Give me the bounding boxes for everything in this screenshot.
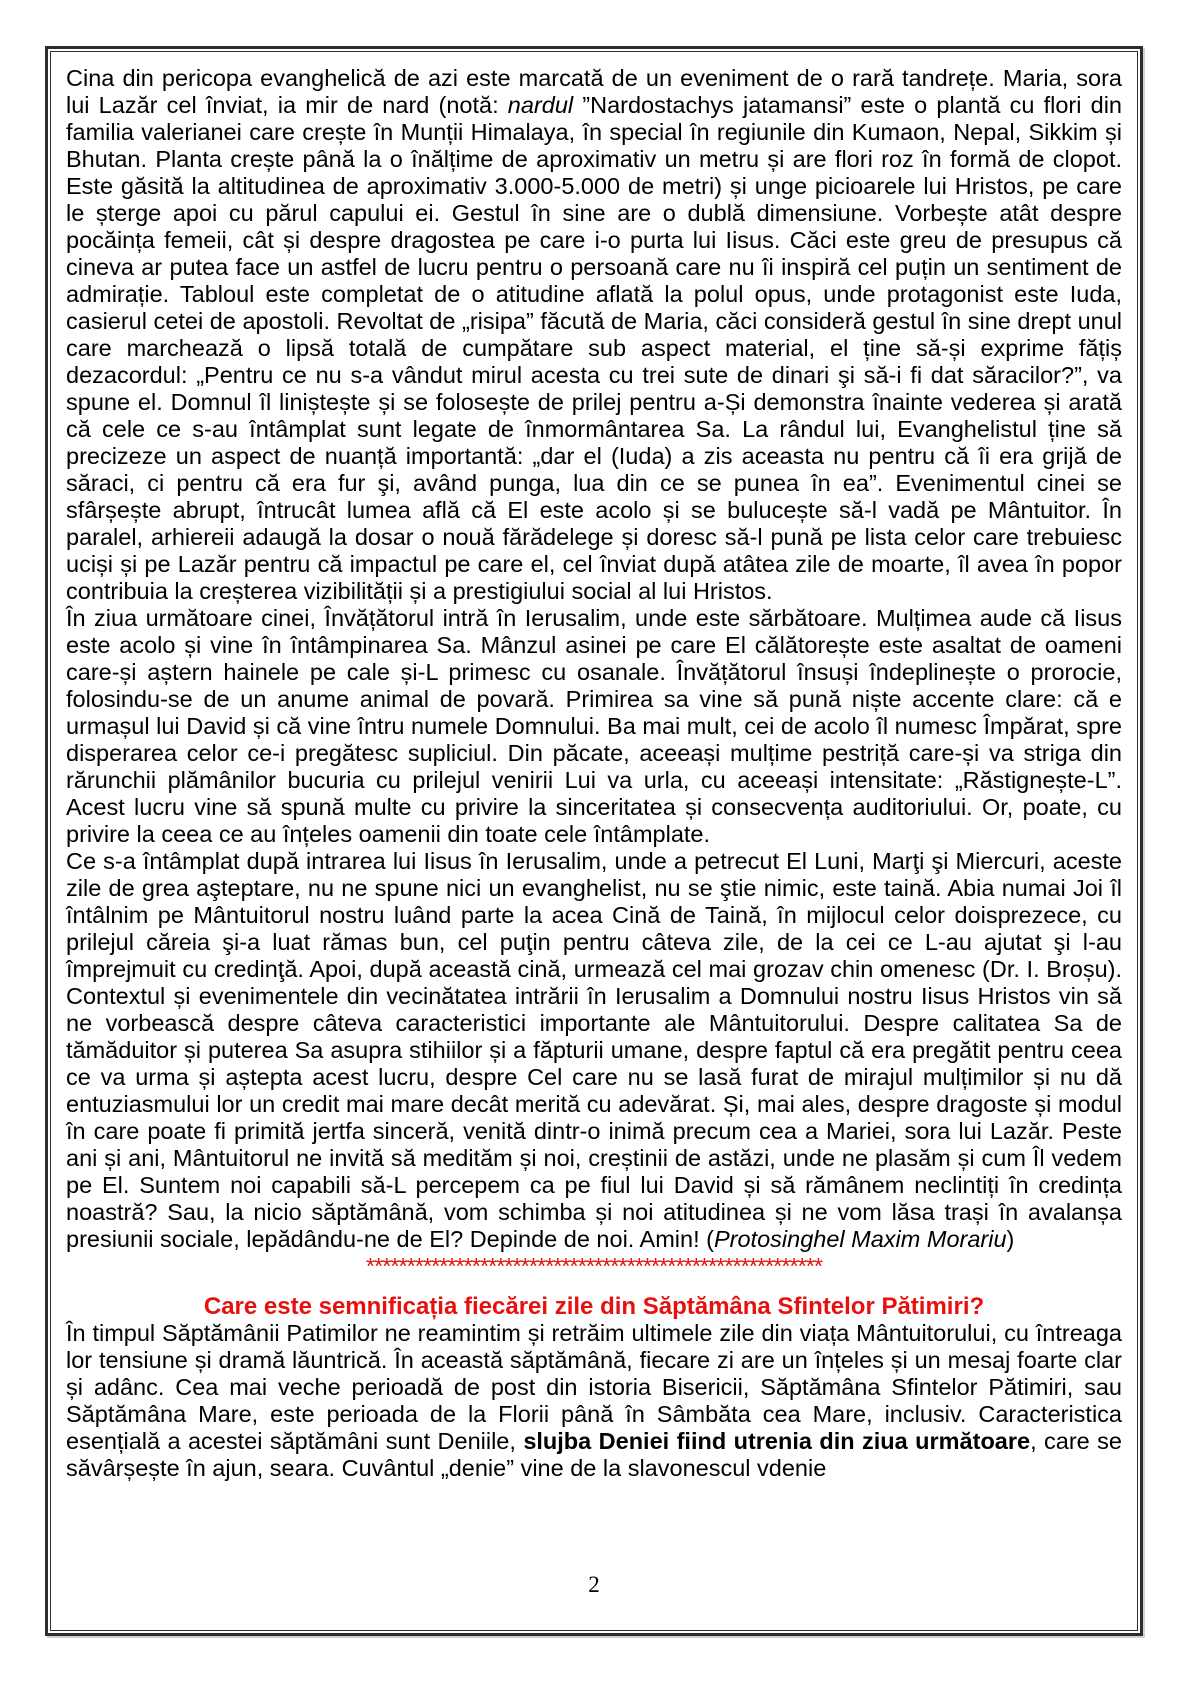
text-run: Ce s-a întâmplat după intrarea lui Iisus în Ierusalim, unde a petrecut El Luni, Marţi şi Miercuri, aceste zile de grea aşteptare, nu ne spune nici un evanghelist, nu se ştie nimic, este taină. Abia numai Joi îl întâlnim pe Mântuitorul nostru luând parte la acea Cină de Taină, în mijlocul celor doisprezece, cu prilejul căreia şi-a luat rămas bun, cel puţin pentru câteva zile, de la cei ce L-au ajutat şi l-au împrejmuit cu credinţă. Apoi, după această cină, urmează cel mai grozav chin omenesc (Dr. I. Broșu). Contextul și evenimentele din vecinătatea intrării în Ierusalim a Domnului nostru Iisus Hristos vin să ne vorbească despre câteva caracteristici importante ale Mântuitorului. Despre calitatea Sa de tămăduitor și puterea Sa asupra stihiilor și a făpturii umane, despre faptul că era pregătit pentru ceea ce va urma și aștepta acest lucru, despre Cel care nu se lasă furat de mirajul mulțimilor și nu dă entuziasmului lor un credit mai mare decât merită cu adevărat. Și, mai ales, despre dragoste și modul în care poate fi primită jertfa sinceră, venită dintr-o inimă precum cea a Mariei, sora lui Lazăr. Peste ani și ani, Mântuitorul ne invită să medităm și noi, creștinii de astăzi, unde ne plasăm și cum Îl vedem pe El. Suntem noi capabili să-L percepem ca pe fiul lui David și să rămânem neclintiți în credința noastră? Sau, la nicio săptămână, vom schimba și noi atitudinea și ne vom lăsa trași în avalanșa presiunii sociale, lepădându-ne de El? Depinde de noi. Amin! (: [66, 848, 1122, 1252]
text-run: , care se săvârșește în ajun, seara. Cuvântul „denie” vine de la slavonescul vdenie: [66, 1428, 1122, 1481]
asterisk-separator: ********************************************************: [365, 1253, 823, 1279]
page-border-outer: [45, 46, 1143, 1636]
text-run-italic: nardul: [507, 92, 574, 118]
text-run: În ziua următoare cinei, Învățătorul intră în Ierusalim, unde este sărbătoare. Mulțimea aude că Iisus este acolo și vine în întâmpinarea Sa. Mânzul asinei pe care El călătorește este asaltat de oameni care-și aștern hainele pe cale și-L primesc cu osanale. Învățătorul însuși îndeplinește o prorocie, folosindu-se de un anume animal de povară. Primirea sa vine să pună niște accente clare: că e urmașul lui David și că vine întru numele Domnului. Ba mai mult, cei de acolo îl numesc Împărat, spre disperarea celor ce-i pregătesc supliciul. Din păcate, aceeași mulțime pestriță care-și va striga din rărunchii plămânilor bucuria cu prilejul venirii Lui va urla, cu aceeași intensitate: „Răstignește-L”. Acest lucru vine să spună multe cu privire la sinceritatea și consecvența auditoriului. Or, poate, cu privire la ceea ce au înțeles oamenii din toate cele întâmplate.: [66, 605, 1122, 847]
document-content: [51, 52, 1137, 1630]
text-run: ”Nardostachys jatamansi” este o plantă cu flori din familia valerianei care crește în Munții Himalaya, în special în regiunile din Kumaon, Nepal, Sikkim și Bhutan. Planta crește până la o înălțime de aproximativ un metru și are flori roz în formă de clopot. Este găsită la altitudinea de aproximativ 3.000-5.000 de metri) și unge picioarele lui Hristos, pe care le șterge apoi cu părul capului ei. Gestul în sine are o dublă dimensiune. Vorbește atât despre pocăința femeii, cât și despre dragostea pe care i-o purta lui Iisus. Căci este greu de presupus că cineva ar putea face un astfel de lucru pentru o persoană care nu îi inspiră cel puțin un sentiment de admirație. Tabloul este completat de o atitudine aflată la polul opus, unde protagonist este Iuda, casierul cetei de apostoli. Revoltat de „risipa” făcută de Maria, căci consideră gestul în sine drept unul care marchează o lipsă totală de cumpătare sub aspect material, el ține să-și exprime fățiș dezacordul: „Pentru ce nu s-a vândut mirul acesta cu trei sute de dinari şi să-i fi dat săracilor?”, va spune el. Domnul îl liniștește și se folosește de prilej pentru a-Și demonstra înainte vederea și arată că cele ce s-au întâmplat sunt legate de înmormântarea Sa. La rândul lui, Evanghelistul ține să precizeze un aspect de nuanță importantă: „dar el (Iuda) a zis aceasta nu pentru că îi era grijă de săraci, ci pentru că era fur şi, având punga, lua din ce se punea în ea”. Evenimentul cinei se sfârșește abrupt, întrucât lumea află că El este acolo și se bulucește să-l vadă pe Mântuitor. În paralel, arhiereii adaugă la dosar o nouă fărădelege și doresc să-l pună pe lista celor care trebuiesc uciși și pe Lazăr pentru că impactul pe care el, cel înviat după atâtea zile de moarte, îl avea în popor contribuia la creșterea vizibilității și a prestigiului social al lui Hristos.: [66, 92, 1122, 604]
page-number: 2: [588, 1572, 600, 1597]
text-run: ): [1006, 1226, 1015, 1252]
text-run: În timpul Săptămânii Patimilor ne reamintim și retrăim ultimele zile din viața Mântuitorului, cu întreaga lor tensiune și dramă lăuntrică. În această săptămână, fiecare zi are un înțeles și un mesaj foarte clar și adânc. Cea mai veche perioadă de post din istoria Bisericii, Săptămâna Sfintelor Pătimiri, sau Săptămâna Mare, este perioada de la Florii până în Sâmbăta cea Mare, inclusiv. Caracteristica esențială a acestei săptămâni sunt Deniile,: [66, 1320, 1122, 1454]
paragraph-entry-into-jerusalem: [66, 605, 1122, 848]
text-run: Cina din pericopa evanghelică de azi este marcată de un eveniment de o rară tandrețe. Maria, sora lui Lazăr cel înviat, ia mir de nard (notă:: [66, 65, 1122, 118]
paragraph-meaning-of-holy-week: [66, 1320, 1122, 1482]
paragraph-holy-week-days: [66, 848, 1122, 1253]
text-run-bold: slujba Deniei fiind utrenia din ziua următoare: [523, 1428, 1031, 1454]
text-run-italic: Protosinghel Maxim Morariu: [713, 1226, 1007, 1252]
page-border-inner: [50, 51, 1138, 1631]
paragraph-supper-of-bethany: [66, 65, 1122, 605]
section-heading: Care este semnificația fiecărei zile din Săptămâna Sfintelor Pătimiri?: [203, 1293, 985, 1320]
